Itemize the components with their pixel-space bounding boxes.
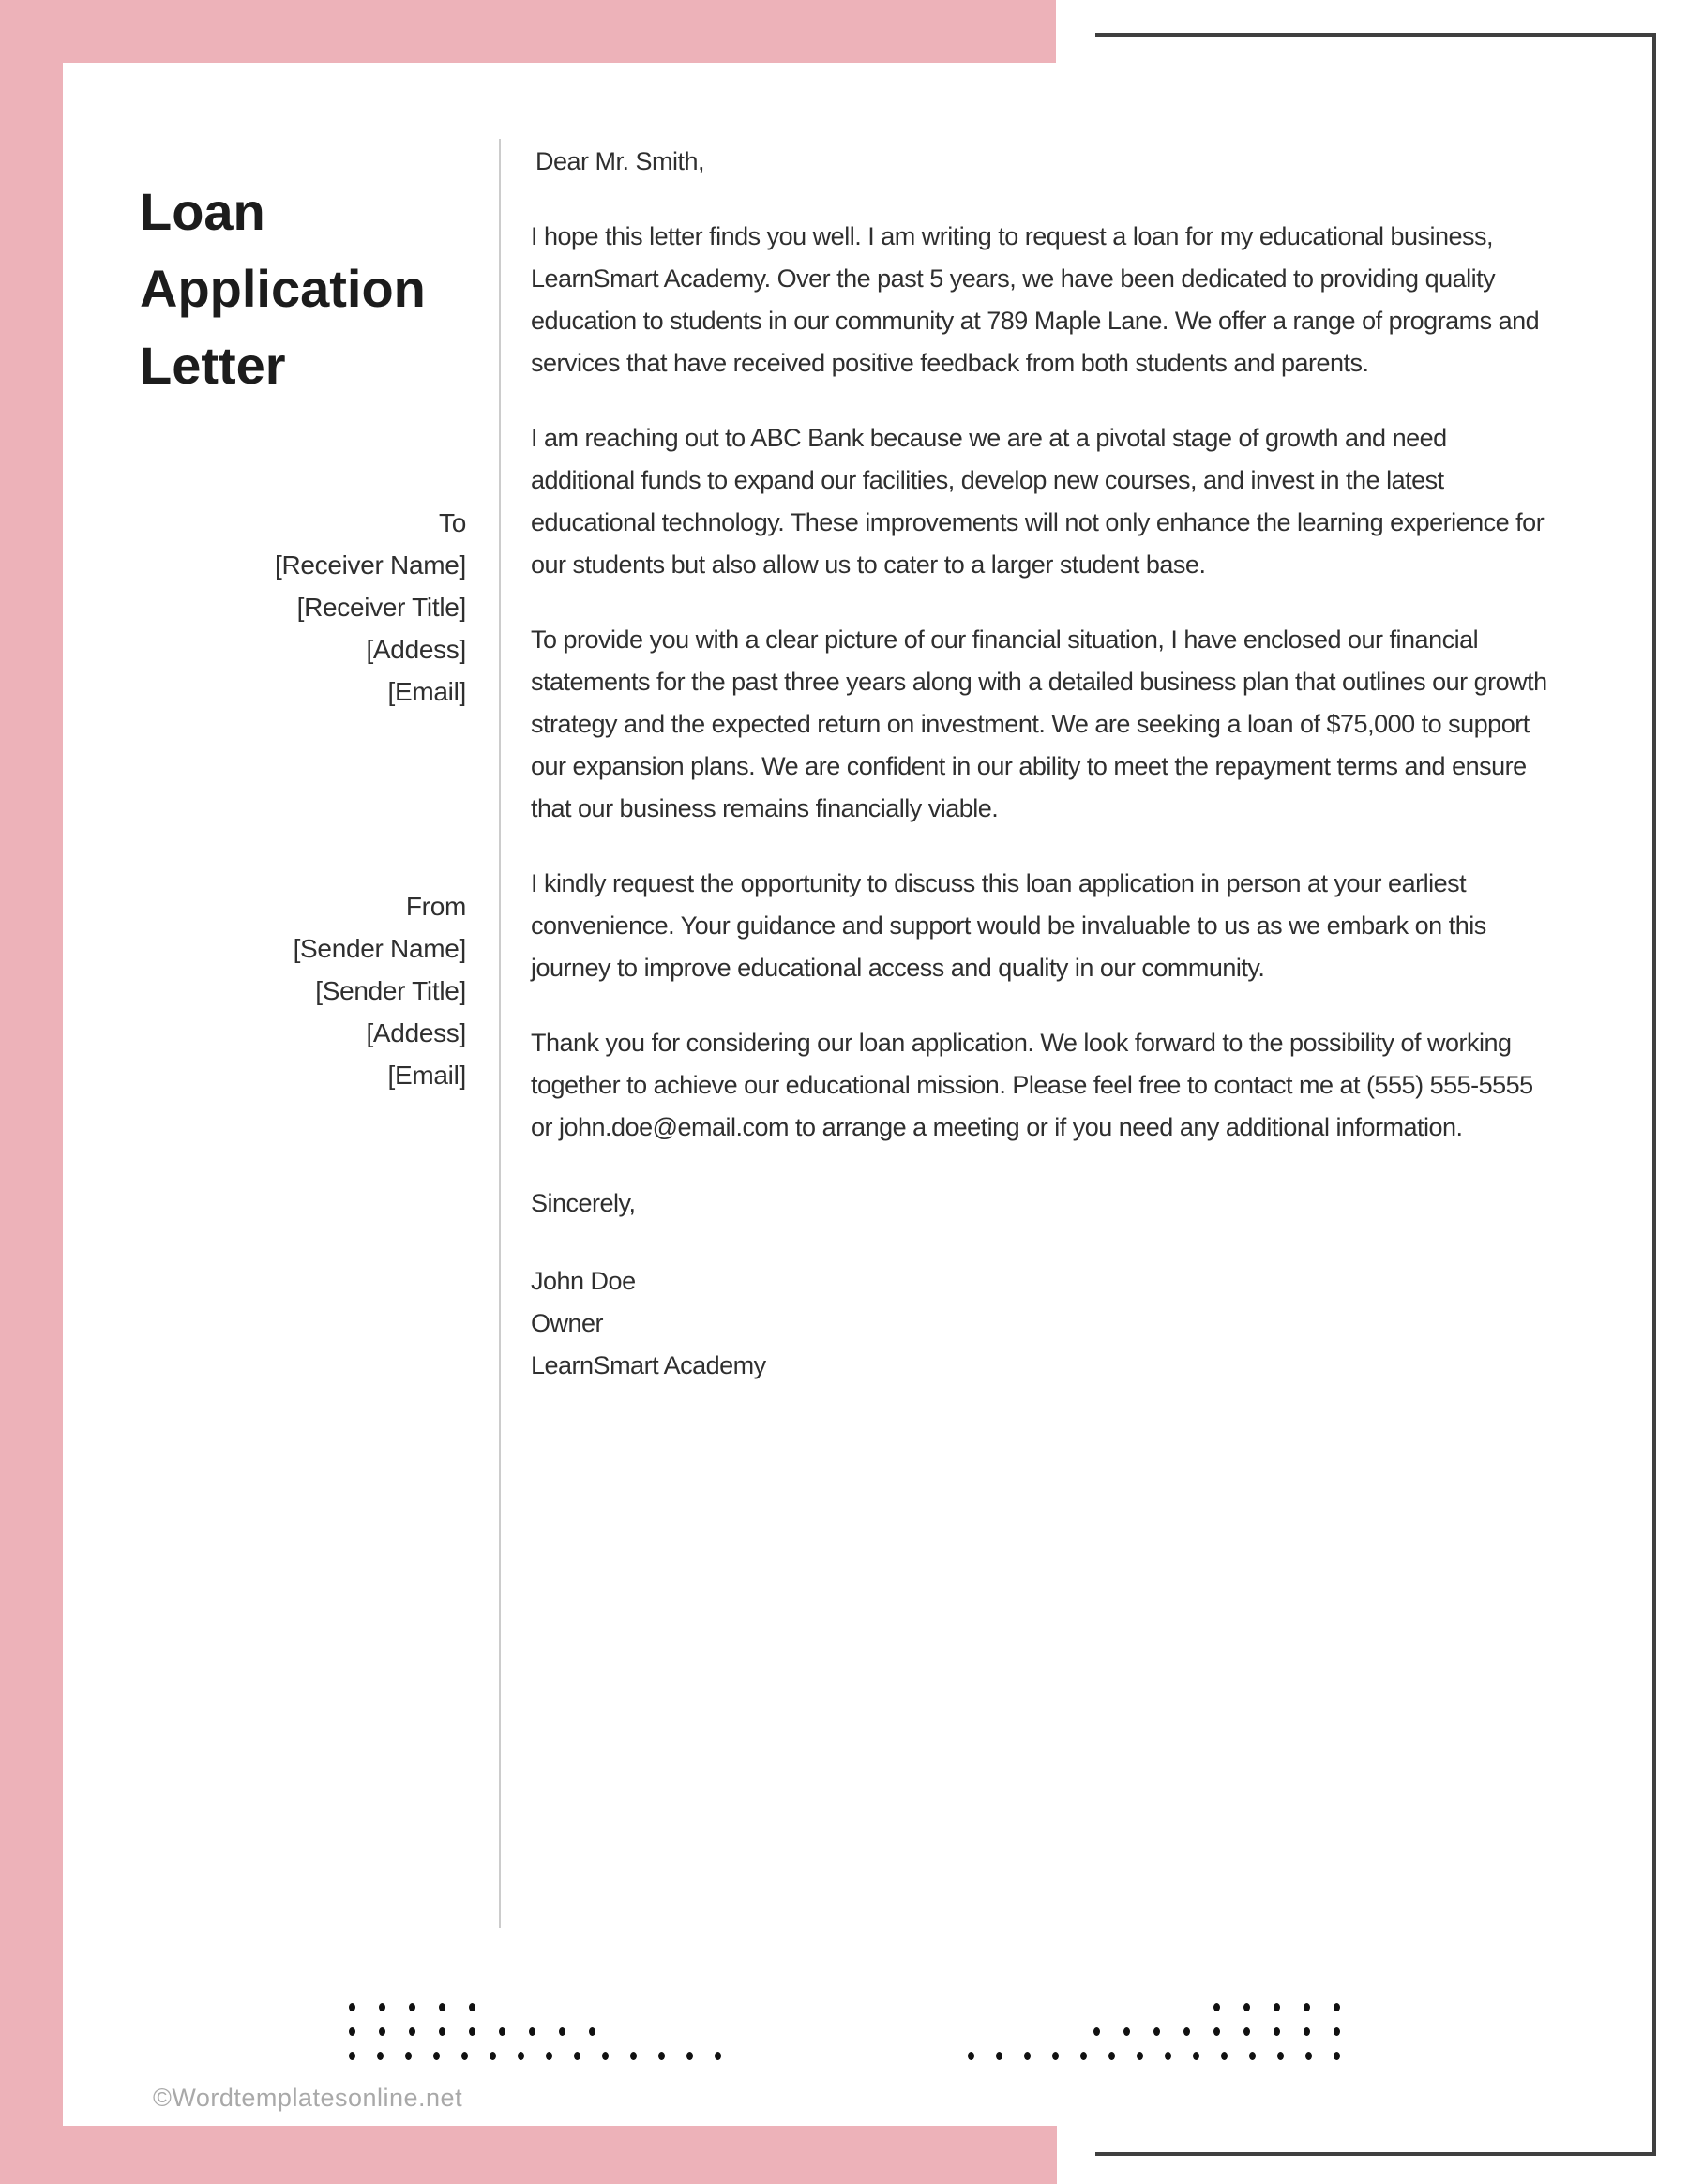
dot bbox=[499, 2027, 505, 2036]
dot bbox=[1165, 2052, 1171, 2060]
dot bbox=[1108, 2052, 1115, 2060]
dot bbox=[349, 2027, 355, 2036]
sender-title-placeholder: [Sender Title] bbox=[315, 976, 466, 1005]
dot bbox=[1274, 2003, 1280, 2011]
dot-row bbox=[1213, 2003, 1340, 2011]
dot-pattern-right bbox=[968, 2003, 1340, 2060]
sender-label: From bbox=[405, 892, 466, 921]
dot bbox=[1137, 2052, 1143, 2060]
dot bbox=[518, 2052, 524, 2060]
dot bbox=[1305, 2052, 1312, 2060]
dot bbox=[439, 2003, 445, 2011]
dot bbox=[1052, 2052, 1059, 2060]
recipient-name-placeholder: [Receiver Name] bbox=[274, 550, 466, 580]
dot bbox=[529, 2027, 535, 2036]
dot bbox=[379, 2027, 385, 2036]
dot-pattern-left bbox=[349, 2003, 721, 2060]
dot bbox=[349, 2003, 355, 2011]
dot bbox=[630, 2052, 637, 2060]
column-divider-line bbox=[499, 139, 501, 1928]
closing: Sincerely, bbox=[531, 1189, 636, 1217]
sender-address-placeholder: [Addess] bbox=[366, 1018, 466, 1047]
dot bbox=[996, 2052, 1002, 2060]
dot bbox=[409, 2027, 415, 2036]
dot bbox=[658, 2052, 665, 2060]
dot bbox=[469, 2027, 475, 2036]
dot bbox=[1213, 2003, 1220, 2011]
dot bbox=[1123, 2027, 1130, 2036]
dot bbox=[1277, 2052, 1284, 2060]
dot bbox=[1183, 2027, 1190, 2036]
watermark: ©Wordtemplatesonline.net bbox=[153, 2084, 463, 2112]
dot bbox=[1193, 2052, 1199, 2060]
signature-company: LearnSmart Academy bbox=[531, 1351, 766, 1379]
dot bbox=[349, 2052, 355, 2060]
paragraph-5: Thank you for considering our loan application. We look forward to the possibility of working together to achieve our educational mission. Please feel free to contact me at (555) 555-5555 or john.doe@email.com to arrange a meeting or if you need any additional information. bbox=[531, 1029, 1533, 1141]
dot bbox=[469, 2003, 475, 2011]
dot bbox=[602, 2052, 609, 2060]
dot bbox=[377, 2052, 384, 2060]
dot bbox=[490, 2052, 496, 2060]
pink-border-top bbox=[0, 0, 1056, 63]
salutation: Dear Mr. Smith, bbox=[535, 147, 705, 175]
dot-row bbox=[1093, 2027, 1340, 2036]
letter-body bbox=[531, 141, 1548, 1387]
dot bbox=[559, 2027, 565, 2036]
signature-title: Owner bbox=[531, 1309, 604, 1337]
dot bbox=[1304, 2003, 1310, 2011]
dot bbox=[405, 2052, 412, 2060]
dot bbox=[409, 2003, 415, 2011]
dot-row bbox=[349, 2052, 721, 2060]
dot bbox=[433, 2052, 440, 2060]
dot-row bbox=[349, 2003, 475, 2011]
dot bbox=[715, 2052, 721, 2060]
dot bbox=[686, 2052, 693, 2060]
dot bbox=[1213, 2027, 1220, 2036]
paragraph-4: I kindly request the opportunity to discuss this loan application in person at your earliest convenience. Your guidance and support would be invaluable to us as we embark on this journey to improve educational access and quality in our community. bbox=[531, 869, 1486, 982]
paragraph-1: I hope this letter finds you well. I am writing to request a loan for my educational business, LearnSmart Academy. Over the past 5 years, we have been dedicated to providing quality education to students in our community at 789 Maple Lane. We offer a range of programs and services that have received positive feedback from both students and parents. bbox=[531, 222, 1540, 377]
signature-name: John Doe bbox=[531, 1267, 636, 1295]
recipient-address-placeholder: [Addess] bbox=[366, 635, 466, 664]
dot bbox=[1243, 2027, 1250, 2036]
recipient-block bbox=[113, 502, 466, 713]
sender-block bbox=[113, 885, 466, 1096]
recipient-email-placeholder: [Email] bbox=[387, 677, 466, 706]
dot bbox=[1024, 2052, 1031, 2060]
dot bbox=[1334, 2052, 1340, 2060]
dot bbox=[1334, 2003, 1340, 2011]
sender-email-placeholder: [Email] bbox=[387, 1061, 466, 1090]
dot bbox=[1249, 2052, 1256, 2060]
dot bbox=[1243, 2003, 1250, 2011]
dot bbox=[1274, 2027, 1280, 2036]
dot-row bbox=[968, 2052, 1340, 2060]
dot bbox=[1304, 2027, 1310, 2036]
dot bbox=[439, 2027, 445, 2036]
recipient-title-placeholder: [Receiver Title] bbox=[296, 593, 466, 622]
dot bbox=[1221, 2052, 1228, 2060]
dot bbox=[1093, 2027, 1100, 2036]
sender-name-placeholder: [Sender Name] bbox=[293, 934, 466, 963]
dot-row bbox=[349, 2027, 595, 2036]
dot bbox=[589, 2027, 595, 2036]
pink-border-left bbox=[0, 0, 63, 2184]
dot bbox=[1153, 2027, 1160, 2036]
page-title: Loan Application Letter bbox=[140, 182, 426, 395]
dot bbox=[574, 2052, 580, 2060]
dot bbox=[968, 2052, 974, 2060]
recipient-label: To bbox=[439, 508, 466, 537]
dot bbox=[546, 2052, 552, 2060]
paragraph-2: I am reaching out to ABC Bank because we are at a pivotal stage of growth and need additional funds to expand our facilities, develop new courses, and invest in the latest educational technology. These improvements will not only enhance the learning experience for our students but also allow us to cater to a larger student base. bbox=[531, 424, 1545, 579]
paragraph-3: To provide you with a clear picture of our financial situation, I have enclosed our financial statements for the past three years along with a detailed business plan that outlines our growth strategy and the expected return on investment. We are seeking a loan of $75,000 to support our expansion plans. We are confident in our ability to meet the repayment terms and ensure that our business remains financially viable. bbox=[531, 625, 1547, 822]
dot bbox=[379, 2003, 385, 2011]
dot bbox=[1334, 2027, 1340, 2036]
pink-border-bottom bbox=[0, 2126, 1057, 2184]
dot bbox=[461, 2052, 468, 2060]
dot bbox=[1080, 2052, 1087, 2060]
